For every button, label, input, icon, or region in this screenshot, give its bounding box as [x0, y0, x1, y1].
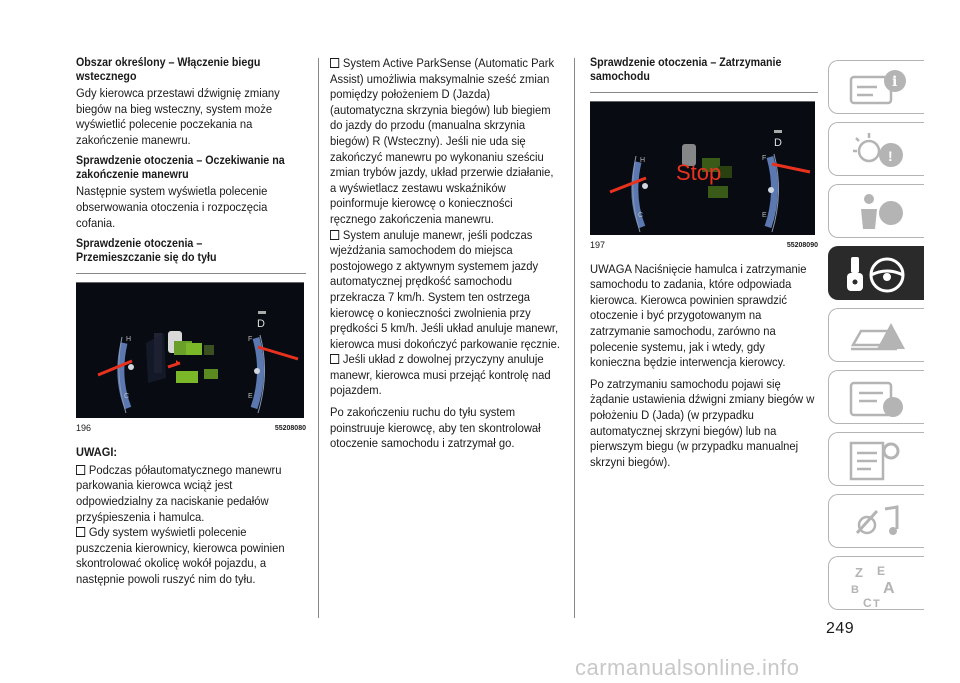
alphabet-index-icon: [847, 563, 911, 611]
column-2: [330, 56, 562, 458]
column-divider: [318, 58, 319, 618]
bullet-icon: [76, 465, 85, 475]
heading-reverse-gear: Obszar określony – Włączenie biegu wstecznego: [76, 56, 261, 83]
bullet-icon: [330, 230, 339, 240]
column-divider: [574, 58, 575, 618]
airbag-safety-icon: [847, 191, 911, 233]
tab-safety[interactable]: [828, 184, 924, 238]
column-1: [76, 56, 306, 594]
heading-moving-back: Sprawdzenie otoczenia – Przemieszczanie się do tyłu: [76, 237, 217, 265]
tab-emergency[interactable]: [828, 308, 924, 362]
svg-text:B: B: [851, 584, 859, 596]
bullet-item: System anuluje manewr, jeśli podczas wjeżdżania samochodem do miejsca postojowego z aktywnym systemem jazdy automatycznej prędkość samochodu przekracza 7 km/h. System ten ostrzega kierowcę o konieczności zwolnienia przy prędkości 5 km/h. Jeśli układ anuluje manewr, kierowca musi dokończyć parkowanie ręcznie.: [330, 227, 560, 351]
column-3: [590, 56, 818, 476]
paragraph: Gdy kierowca przestawi dźwignię zmiany biegów na bieg wsteczny, system może wyświetlić polecenie poczekania na zakończenie manewru.: [76, 86, 280, 147]
figure-code: 55208080: [274, 425, 306, 433]
bullet-item: Gdy system wyświetli polecenie puszczenia kierownicy, kierowca powinien skontrolować okolicę wokół pojazdu, a następnie powoli ruszyć nim do tyłu.: [76, 525, 285, 586]
stop-label: Stop: [676, 160, 722, 185]
multimedia-icon: [847, 501, 911, 543]
gauge-c-label: C: [638, 212, 644, 219]
gauge-e-label: E: [248, 393, 253, 401]
warning-lights-icon: [847, 129, 911, 171]
document-gear-icon: [847, 439, 911, 481]
bullet-item: Podczas półautomatycznego manewru parkowania kierowca wciąż jest odpowiedzialny za naciskanie pedałów przyśpieszenia i hamulca.: [76, 462, 282, 524]
bullet-icon: [330, 354, 339, 364]
svg-text:Z: Z: [855, 565, 863, 580]
paragraph: Następnie system wyświetla polecenie obserwowania otoczenia i rozpoczęcia cofania.: [76, 184, 268, 230]
bullet-icon: [330, 58, 339, 68]
car-service-icon: [847, 377, 911, 419]
gauge-e-label: E: [762, 212, 767, 219]
gauge-h-label: H: [640, 157, 646, 164]
gauge-f-label: F: [762, 155, 767, 162]
figure-number: 196: [76, 423, 92, 434]
tab-getting-to-know[interactable]: [828, 60, 924, 114]
figure-caption: [76, 421, 306, 437]
bullet-item: System Active ParkSense (Automatic Park Assist) umożliwia maksymalnie sześć zmian pomiędzy położeniem D (Jazda) (automatyczna skrzynia biegów) lub biegiem do jazdy do przodu (manualna skrzynia biegów) R (Wsteczny). Jeśli nie uda się zakończyć manewru po wykonaniu sześciu zmian trybów jazdy, układ przerwie działanie, a wyświetlacz zestawu wskaźników poinformuje kierowcę o konieczności ręcznego zakończenia manewru.: [330, 56, 555, 226]
svg-text:A: A: [883, 580, 895, 597]
figure-197: [590, 101, 815, 235]
svg-text:C: C: [863, 596, 872, 610]
cluster-stop-image: [590, 102, 815, 235]
gauge-h-label: H: [126, 336, 132, 344]
paragraph: Po zakończeniu ruchu do tyłu system poinstruuje kierowcę, aby ten skontrolował otoczenie samochodu i zatrzymał go.: [330, 405, 541, 451]
figure-caption: [590, 238, 818, 254]
figure-196: [76, 282, 304, 418]
tab-index[interactable]: [828, 556, 924, 610]
dashboard-info-icon: [847, 67, 911, 109]
gear-indicator: D: [774, 137, 782, 149]
svg-text:T: T: [873, 598, 880, 610]
paragraph: Po zatrzymaniu samochodu pojawi się żądanie ustawienia dźwigni zmiany biegów w położeniu D (Jada) (w przypadku automatycznej skrzyni biegów) lub na pierwszym biegu (w przypadku manualnej skrzyni biegów).: [590, 376, 815, 469]
heading-waiting: Sprawdzenie otoczenia – Oczekiwanie na zakończenie manewru: [76, 154, 285, 182]
gauge-f-label: F: [248, 336, 253, 344]
cluster-image: [76, 283, 304, 418]
gear-indicator: D: [257, 318, 265, 331]
figure-code: 55208090: [786, 242, 818, 249]
car-emergency-icon: [847, 315, 911, 357]
svg-text:i: i: [892, 74, 898, 90]
gauge-c-label: C: [124, 393, 130, 401]
page-number: 249: [826, 620, 855, 637]
notes-title: UWAGI:: [76, 444, 118, 459]
tab-technical-data[interactable]: [828, 432, 924, 486]
bullet-icon: [76, 527, 85, 537]
paragraph: UWAGA Naciśnięcie hamulca i zatrzymanie samochodu to zadania, które odpowiada kierowca. Kierowca powinien sprawdzić otoczenie i być przygotowanym na zatrzymanie samochodu, zarówno na polecenie systemu, jak i wtedy, gdy konieczna będzie interwencja kierowcy.: [590, 261, 807, 370]
tab-multimedia[interactable]: [828, 494, 924, 548]
bullet-item: Jeśli układ z dowolnej przyczyny anuluje manewr, kierowca musi przejąć kontrolę nad pojazdem.: [330, 352, 551, 398]
tab-warning-lights[interactable]: [828, 122, 924, 176]
tab-servicing[interactable]: [828, 370, 924, 424]
heading-stop: Sprawdzenie otoczenia – Zatrzymanie samochodu: [590, 56, 782, 83]
svg-text:!: !: [888, 148, 893, 164]
watermark: carmanualsonline.info: [575, 655, 800, 680]
key-steering-wheel-icon: [847, 253, 911, 295]
svg-text:E: E: [877, 564, 886, 578]
tab-starting-driving[interactable]: [828, 246, 924, 300]
figure-number: 197: [590, 240, 606, 250]
